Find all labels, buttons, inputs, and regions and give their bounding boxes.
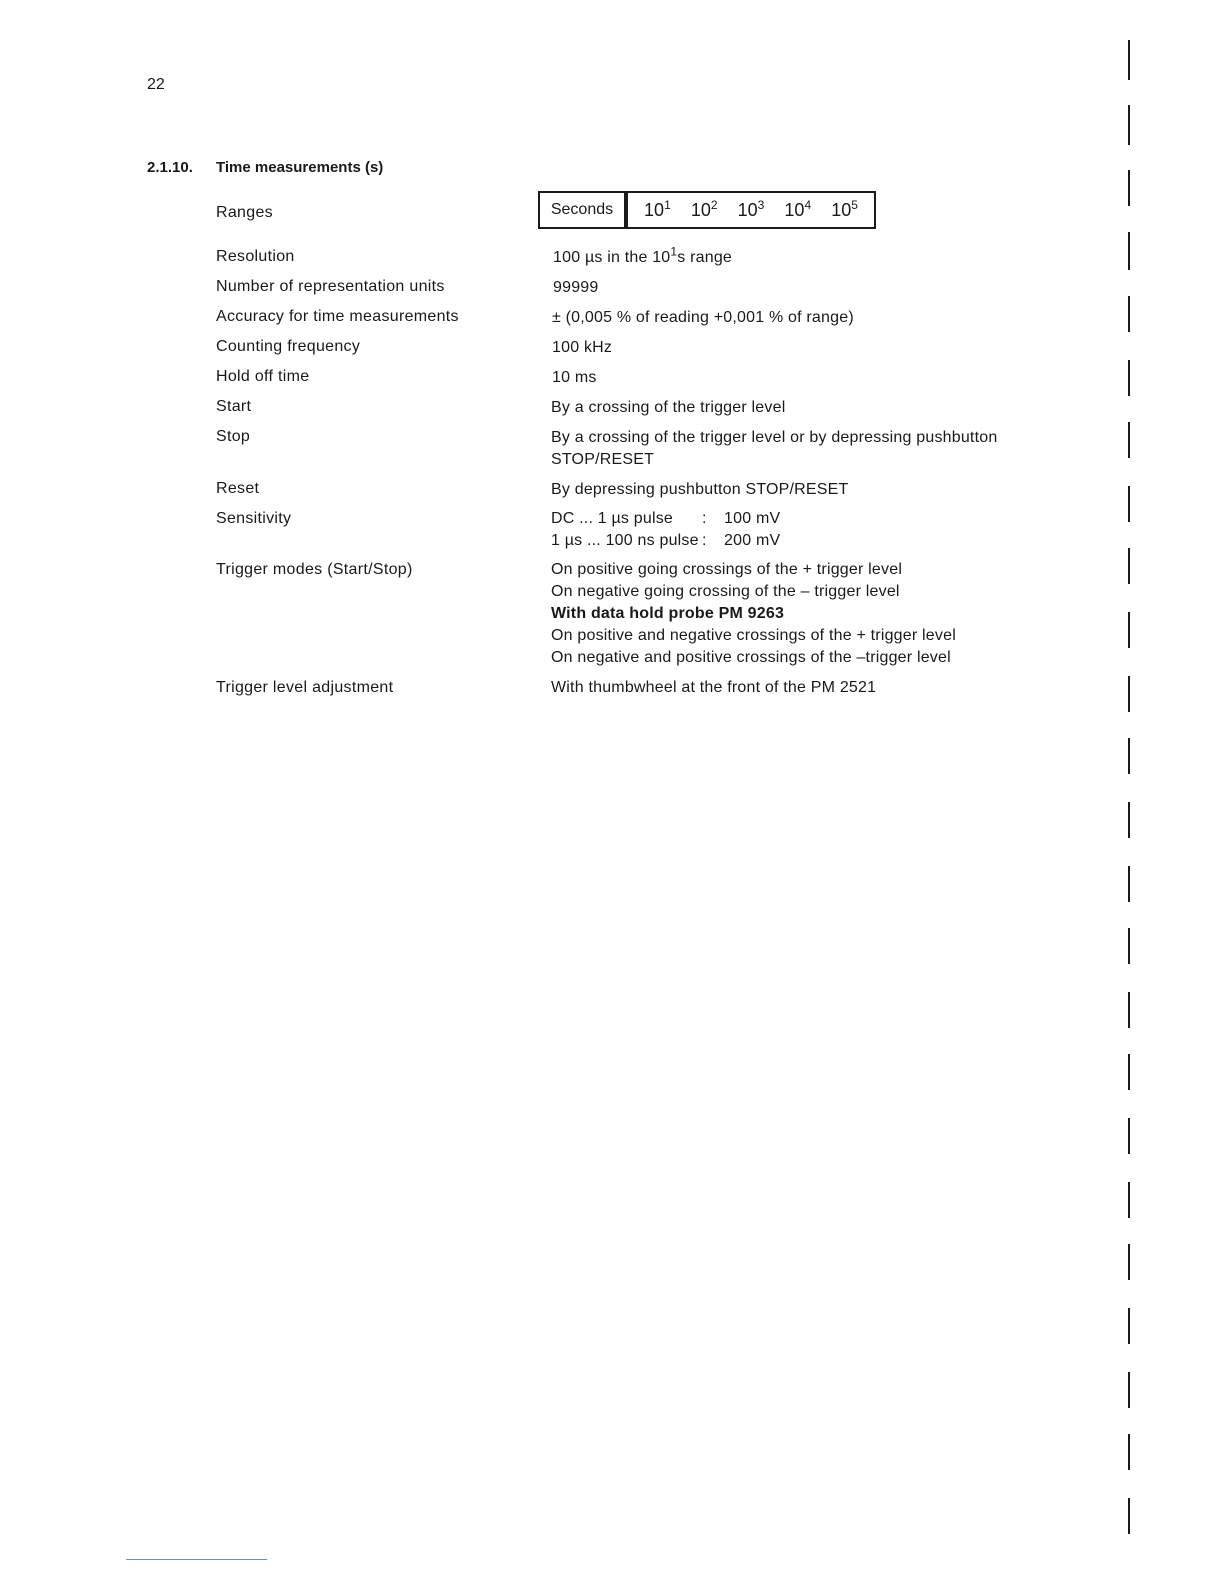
trigger-modes-label: Trigger modes (Start/Stop) <box>216 561 413 578</box>
revision-bar <box>1128 802 1130 838</box>
revision-bar <box>1128 866 1130 902</box>
section-title: Time measurements (s) <box>216 159 384 176</box>
revision-bar <box>1128 738 1130 774</box>
revision-bar <box>1128 612 1130 648</box>
revision-bar <box>1128 486 1130 522</box>
trigger-modes-value: On positive going crossings of the + trigger level On negative going crossing of the – trigger level With data hold probe PM 9263 On positive and negative crossings of the + trigger level On negative and positive crossings of the –trigger level <box>551 561 956 666</box>
trigger-level-value: With thumbwheel at the front of the PM 2521 <box>551 679 877 696</box>
revision-bar <box>1128 232 1130 270</box>
revision-bar <box>1128 992 1130 1028</box>
revision-bar <box>1128 548 1130 584</box>
range-1: $10^1$ <box>644 197 671 220</box>
holdoff-label: Hold off time <box>216 368 310 385</box>
ranges-unit: Seconds <box>540 193 628 227</box>
revision-bar <box>1128 296 1130 332</box>
ranges-table <box>538 191 876 229</box>
revision-bar <box>1128 1498 1130 1534</box>
revision-bar <box>1128 105 1130 145</box>
revision-bar <box>1128 1308 1130 1344</box>
revision-bar <box>1128 1182 1130 1218</box>
revision-bar <box>1128 170 1130 206</box>
revision-bar <box>1128 1054 1130 1090</box>
range-2: $10^2$ <box>690 197 718 220</box>
sensitivity-row: 1 µs ... 100 ns pulse : 200 mV <box>551 532 781 549</box>
sensitivity-row: DC ... 1 µs pulse : 100 mV <box>551 510 781 527</box>
sensitivity-label: Sensitivity <box>216 510 292 527</box>
resolution-label: Resolution <box>216 248 295 265</box>
resolution-value: 100 µs in the $10^1s$ range <box>553 244 733 266</box>
units-value: 99999 <box>553 279 599 296</box>
stop-value: By a crossing of the trigger level or by depressing pushbutton STOP/RESET <box>551 429 998 468</box>
sensitivity-value <box>551 508 780 552</box>
revision-bar <box>1128 360 1130 396</box>
footer-rule <box>126 1559 267 1560</box>
reset-label: Reset <box>216 480 260 497</box>
counting-value: 100 kHz <box>552 339 613 356</box>
revision-bar <box>1128 40 1130 80</box>
accuracy-label: Accuracy for time measurements <box>216 308 459 325</box>
revision-bar <box>1128 1244 1130 1280</box>
units-label: Number of representation units <box>216 278 445 295</box>
revision-bar <box>1128 1118 1130 1154</box>
revision-bar <box>1128 928 1130 964</box>
accuracy-value: ± (0,005 % of reading +0,001 % of range) <box>552 309 854 326</box>
revision-bar <box>1128 676 1130 712</box>
counting-label: Counting frequency <box>216 338 361 355</box>
revision-bar <box>1128 422 1130 458</box>
stop-label: Stop <box>216 428 251 445</box>
revision-bar <box>1128 1434 1130 1470</box>
section-number: 2.1.10. <box>147 159 193 176</box>
revision-bar <box>1128 1372 1130 1408</box>
start-value: By a crossing of the trigger level <box>551 399 786 416</box>
holdoff-value: 10 ms <box>552 369 597 386</box>
start-label: Start <box>216 398 252 415</box>
range-4: $10^4$ <box>784 197 812 220</box>
ranges-label: Ranges <box>216 204 273 221</box>
ranges-powers <box>628 197 874 221</box>
page-number: 22 <box>147 76 165 93</box>
reset-value: By depressing pushbutton STOP/RESET <box>551 481 849 498</box>
range-3: $10^3$ <box>737 197 765 220</box>
range-5: $10^5$ <box>831 197 858 220</box>
trigger-level-label: Trigger level adjustment <box>216 679 394 696</box>
